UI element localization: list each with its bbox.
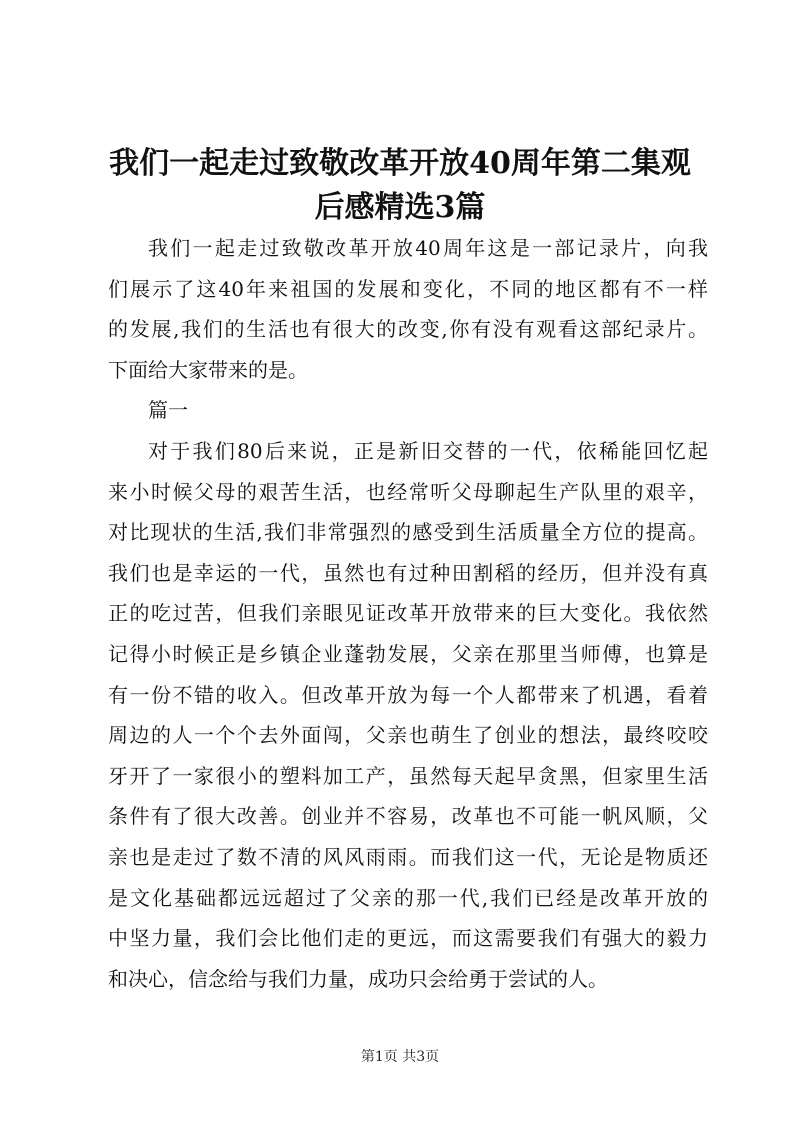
- section-line: 中坚力量，我们会比他们走的更远，而这需要我们有强大的毅力: [108, 926, 708, 951]
- title-line-2: 后感精选3篇: [314, 190, 486, 225]
- document-body: [108, 228, 708, 999]
- section-line: 我们也是幸运的一代，虽然也有过种田割稻的经历，但并没有真: [108, 560, 708, 585]
- section-line: 有一份不错的收入。但改革开放为每一个人都带来了机遇，看着: [108, 682, 708, 707]
- section-line: 记得小时候正是乡镇企业蓬勃发展，父亲在那里当师傅，也算是: [108, 641, 708, 666]
- intro-line: 我们一起走过致敬改革开放40周年这是一部记录片，向我: [148, 236, 708, 260]
- section-line: 牙开了一家很小的塑料加工产，虽然每天起早贪黑，但家里生活: [108, 763, 708, 788]
- section-heading: 篇一: [148, 398, 188, 423]
- page-footer: 第1页 共3页: [360, 1049, 440, 1065]
- section-line: 条件有了很大改善。创业并不容易，改革也不可能一帆风顺，父: [108, 804, 708, 829]
- section-line: 正的吃过苦，但我们亲眼见证改革开放带来的巨大变化。我依然: [108, 601, 708, 626]
- intro-line: 的发展,我们的生活也有很大的改变,你有没有观看这部纪录片。: [108, 317, 708, 342]
- intro-line: 们展示了这40年来祖国的发展和变化，不同的地区都有不一样: [108, 276, 708, 301]
- section-line: 周边的人一个个去外面闯，父亲也萌生了创业的想法，最终咬咬: [108, 723, 708, 748]
- section-line: 是文化基础都远远超过了父亲的那一代,我们已经是改革开放的: [108, 885, 708, 910]
- section-line: 对于我们80后来说，正是新旧交替的一代，依稀能回忆起: [148, 438, 708, 463]
- section-line: 亲也是走过了数不清的风风雨雨。而我们这一代，无论是物质还: [108, 844, 708, 869]
- section-line: 和决心，信念给与我们力量，成功只会给勇于尝试的人。: [108, 966, 608, 991]
- intro-line: 下面给大家带来的是。: [108, 357, 308, 382]
- document-title: [100, 142, 700, 230]
- title-line-1: 我们一起走过致敬改革开放40周年第二集观: [109, 146, 691, 181]
- section-line: 来小时候父母的艰苦生活，也经常听父母聊起生产队里的艰辛，: [108, 479, 708, 504]
- section-line: 对比现状的生活,我们非常强烈的感受到生活质量全方位的提高。: [108, 520, 708, 545]
